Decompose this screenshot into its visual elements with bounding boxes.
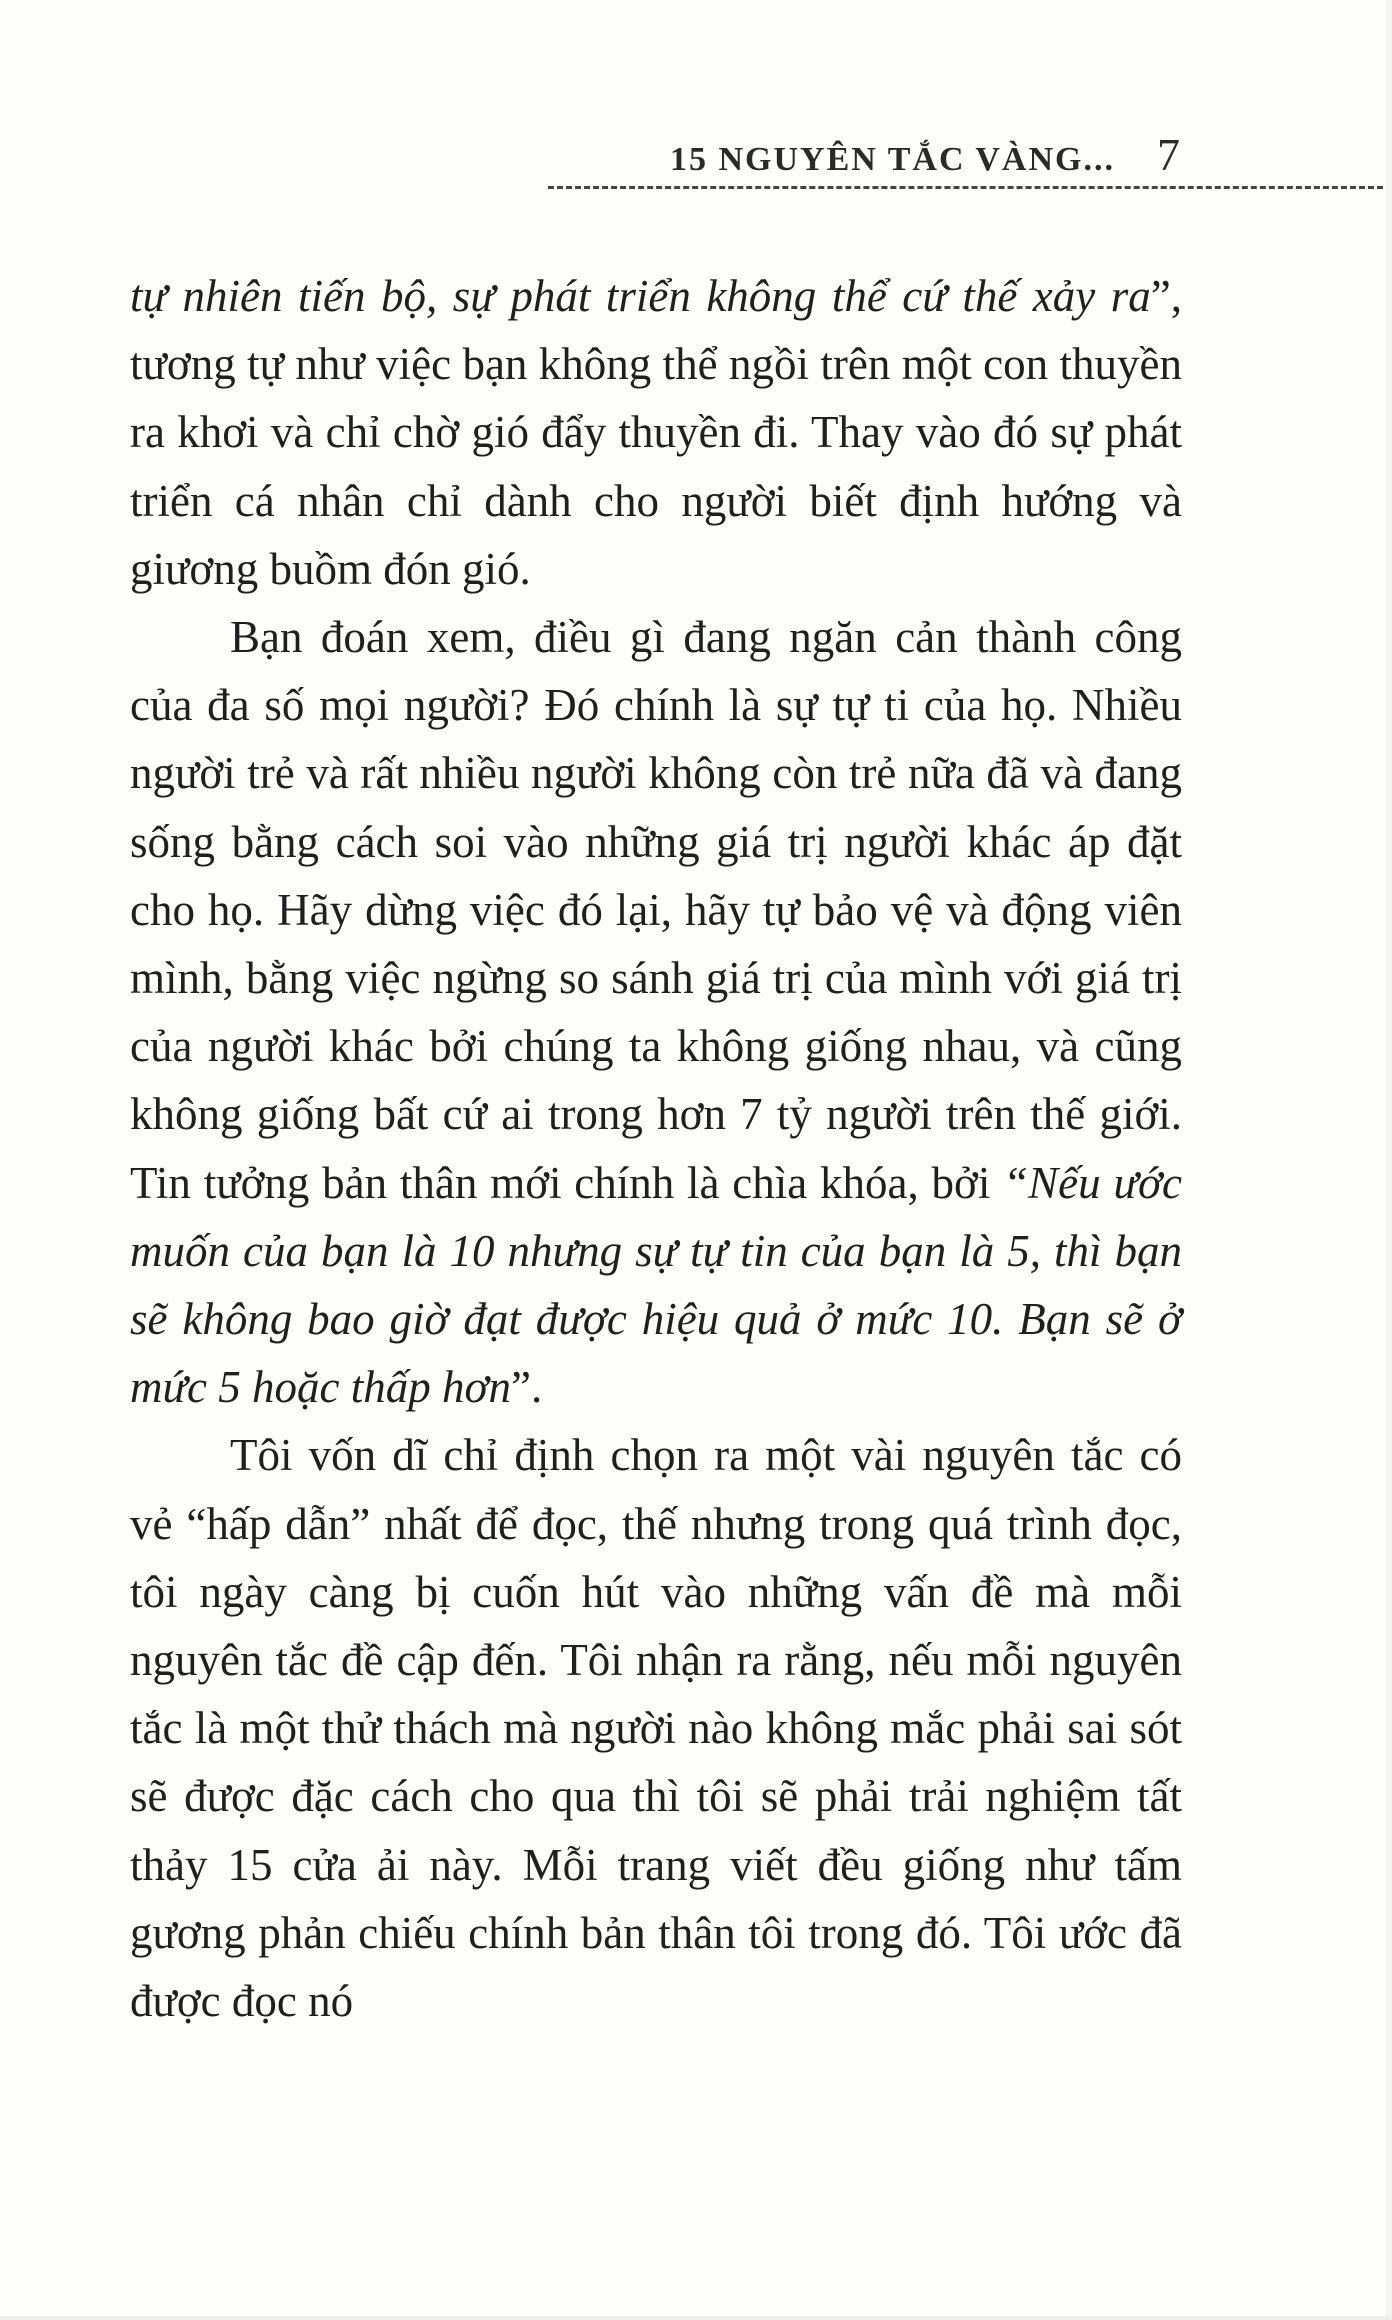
text-run: ”, tương tự như việc bạn không thể ngồi trên một con thuyền ra khơi và chỉ chờ gió đẩy thuyền đi. Thay vào đó sự phát triển cá nhân chỉ dành cho người biết định hướng và giương buồm đón gió. [130,271,1182,594]
page-number: 7 [1157,129,1180,180]
paragraph-2 [130,603,1182,1421]
text-run: ”. [511,1362,543,1413]
running-title: 15 NGUYÊN TẮC VÀNG... [669,141,1115,178]
paragraph-1 [130,262,1182,603]
text-run: Tôi vốn dĩ chỉ định chọn ra một vài nguyên tắc có vẻ “hấp dẫn” nhất để đọc, thế nhưng trong quá trình đọc, tôi ngày càng bị cuốn hút vào những vấn đề mà mỗi nguyên tắc đề cập đến. Tôi nhận ra rằng, nếu mỗi nguyên tắc là một thử thách mà người nào không mắc phải sai sót sẽ được đặc cách cho qua thì tôi sẽ phải trải nghiệm tất thảy 15 cửa ải này. Mỗi trang viết đều giống như tấm gương phản chiếu chính bản thân tôi trong đó. Tôi ước đã được đọc nó [130,1430,1182,2027]
italic-quote: tự nhiên tiến bộ, sự phát triển không thể cứ thế xảy ra [130,271,1151,321]
body-text [130,262,1182,2035]
scan-edge [1386,0,1392,2320]
text-run: Bạn đoán xem, điều gì đang ngăn cản thành công của đa số mọi người? Đó chính là sự tự ti của họ. Nhiều người trẻ và rất nhiều người không còn trẻ nữa đã và đang sống bằng cách soi vào những giá trị người khác áp đặt cho họ. Hãy dừng việc đó lại, hãy tự bảo vệ và động viên mình, bằng việc ngừng so sánh giá trị của mình với giá trị của người khác bởi chúng ta không giống nhau, và cũng không giống bất cứ ai trong hơn 7 tỷ người trên thế giới. Tin tưởng bản thân mới chính là chìa khóa, bởi [130,612,1182,1208]
header-dashed-rule [548,186,1392,189]
scan-edge [0,2316,1392,2320]
italic-quote: “Nếu ước muốn của bạn là 10 nhưng sự tự tin của bạn là 5, thì bạn sẽ không bao giờ đạt được hiệu quả ở mức 10. Bạn sẽ ở mức 5 hoặc thấp hơn [130,1157,1182,1413]
paragraph-3 [130,1421,1182,2035]
running-head [640,128,1180,178]
